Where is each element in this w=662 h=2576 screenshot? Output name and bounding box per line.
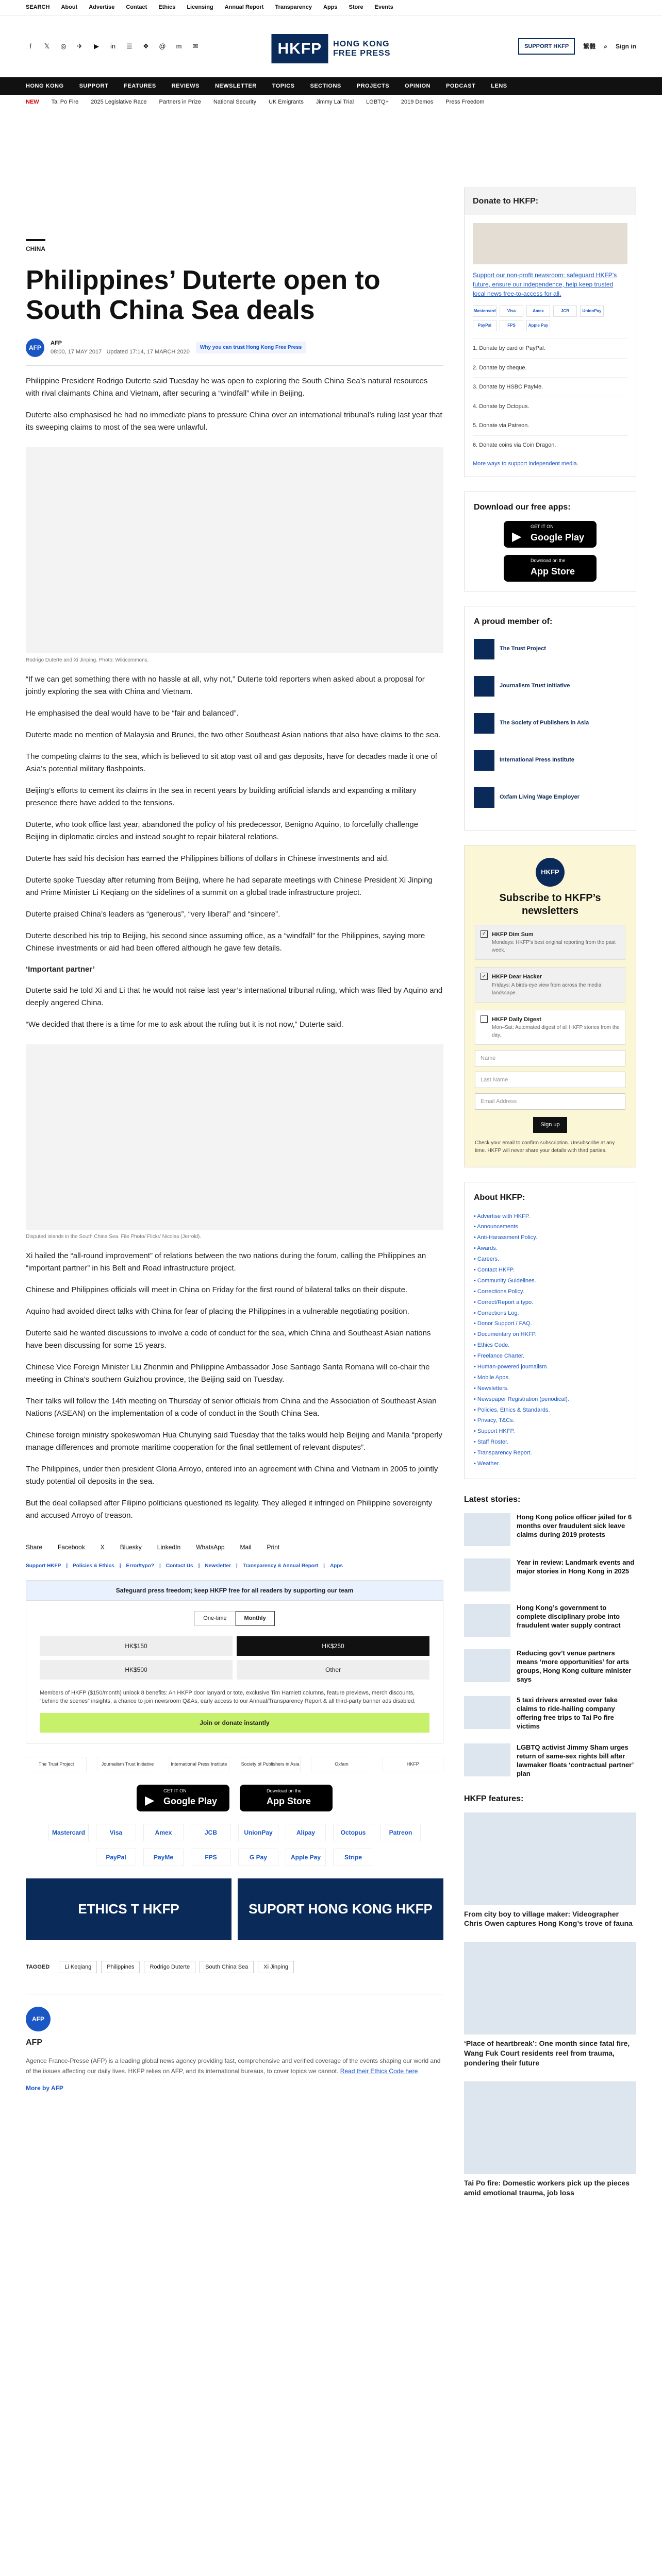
member-box xyxy=(464,606,636,831)
google-play-button[interactable]: ▶ GET IT ON Google Play xyxy=(504,521,597,548)
author-avatar[interactable]: AFP xyxy=(26,338,44,357)
tag[interactable]: Philippines xyxy=(101,1961,140,1974)
article xyxy=(26,110,443,2211)
latest-story[interactable] xyxy=(464,1649,636,1684)
nav-support[interactable]: SUPPORT xyxy=(79,82,109,89)
about-link[interactable]: • Careers. xyxy=(474,1256,500,1263)
newsletter-box xyxy=(464,845,636,1167)
author-name[interactable]: AFP xyxy=(51,340,62,347)
donate-image xyxy=(473,223,627,264)
sign-up-button[interactable]: Sign up xyxy=(533,1117,567,1133)
partner-logo[interactable]: International Press Institute xyxy=(169,1757,229,1772)
about-link[interactable]: • Documentary on HKFP. xyxy=(474,1331,537,1338)
support-link[interactable]: Apps xyxy=(329,1563,343,1569)
paragraph: The competing claims to the sea, which is believed to sit atop vast oil and gas deposits, have for decades made it one of Asia’s potential military flashpoints. xyxy=(26,752,437,773)
partner-logos xyxy=(26,1757,443,1772)
donate-text[interactable]: Support our non-profit newsroom: safeguard HKFP’s future, ensure our independence, help keep trusted local news free-to-access for all. xyxy=(473,272,617,297)
paragraph: Duterte described his trip to Beijing, his second since assuming office, as a “windfall” for the Philippines, saying more Chinese investments or aid had been offered although he gave few details. xyxy=(26,931,425,953)
nav-topics[interactable]: TOPICS xyxy=(272,82,295,89)
google-pay-icon[interactable]: G Pay xyxy=(238,1849,278,1866)
story-thumbnail[interactable] xyxy=(464,1649,510,1682)
tags-label: TAGGED xyxy=(26,1963,50,1970)
alipay-icon[interactable]: Alipay xyxy=(286,1824,326,1841)
social-links xyxy=(26,42,200,51)
about-link[interactable]: • Policies, Ethics & Standards. xyxy=(474,1406,550,1413)
about-link[interactable]: • Contact HKFP. xyxy=(474,1266,515,1273)
newsletter-note: Check your email to confirm subscription. Unsubscribe at any time. HKFP will never share your details with third parties. xyxy=(475,1140,615,1154)
section-label[interactable]: CHINA xyxy=(26,239,45,253)
about-link[interactable]: • Community Guidelines. xyxy=(474,1277,536,1284)
story-thumbnail[interactable] xyxy=(464,1604,510,1637)
nav-opinion[interactable]: OPINION xyxy=(405,82,431,89)
about-link[interactable]: • Awards. xyxy=(474,1245,498,1252)
donate-option[interactable]: 3. Donate by HSBC PayMe. xyxy=(473,377,627,397)
nav-hong-kong[interactable]: HONG KONG xyxy=(26,82,64,89)
sign-in-link[interactable]: Sign in xyxy=(616,43,636,50)
trust-badge[interactable]: Why you can trust Hong Kong Free Press xyxy=(196,342,306,353)
share-label: Share xyxy=(26,1544,43,1551)
app-store-button[interactable]: Download on the App Store xyxy=(504,555,597,582)
story-thumbnail[interactable] xyxy=(464,1558,510,1591)
rss-icon[interactable]: ☰ xyxy=(126,42,133,50)
trending-item[interactable]: 2025 Legislative Race xyxy=(91,99,147,106)
donate-option[interactable]: 5. Donate via Patreon. xyxy=(473,416,627,435)
paragraph: Duterte has said his decision has earned the Philippines billions of dollars in Chinese investments and aid. xyxy=(26,854,389,863)
site-header xyxy=(0,15,662,77)
story-headline[interactable]: LGBTQ activist Jimmy Sham urges return of same-sex rights bill after lawmaker floats ‘contractual partner’ plan xyxy=(517,1743,634,1777)
donate-option[interactable]: 6. Donate coins via Coin Dragon. xyxy=(473,435,627,455)
latest-story[interactable] xyxy=(464,1604,636,1637)
share-linkedin[interactable]: LinkedIn xyxy=(157,1544,181,1551)
about-title: About HKFP: xyxy=(474,1193,525,1202)
latest-story[interactable] xyxy=(464,1743,636,1778)
publish-date: 08:00, 17 MAY 2017 xyxy=(51,348,102,355)
about-link[interactable]: • Transparency Report. xyxy=(474,1450,532,1456)
latest-story[interactable] xyxy=(464,1696,636,1731)
donate-widget xyxy=(26,1601,443,1743)
about-link[interactable]: • Weather. xyxy=(474,1460,500,1467)
feature-headline[interactable]: ‘Place of heartbreak’: One month since fatal fire, Wang Fuk Court residents reel from trauma, pondering their future xyxy=(464,2039,630,2067)
share-whatsapp[interactable]: WhatsApp xyxy=(196,1544,225,1551)
byline xyxy=(26,338,443,366)
unionpay-icon: UnionPay xyxy=(580,306,604,317)
google-play-button[interactable]: ▶ GET IT ON Google Play xyxy=(137,1785,229,1811)
monthly-toggle[interactable]: Monthly xyxy=(236,1611,275,1626)
donate-option[interactable]: 1. Donate by card or PayPal. xyxy=(473,338,627,358)
about-link[interactable]: • Freelance Charter. xyxy=(474,1353,525,1360)
image-caption: Rodrigo Duterte and Xi Jinping. Photo: Wikicommons. xyxy=(26,657,149,663)
newsletter-option-dim-sum[interactable]: ✓ HKFP Dim Sum Mondays: HKFP’s best original reporting from the past week. xyxy=(475,925,625,960)
feature-headline[interactable]: From city boy to village maker: Videographer Chris Owen captures Hong Kong’s trove of fauna xyxy=(464,1909,633,1928)
story-thumbnail[interactable] xyxy=(464,1696,510,1729)
share-bar xyxy=(26,1543,443,1552)
story-headline[interactable]: 5 taxi drivers arrested over fake claims to ride-hailing company offering free trips to Tai Po fire victims xyxy=(517,1696,618,1731)
last-name-field[interactable]: Last Name xyxy=(475,1072,625,1088)
visa-icon[interactable]: Visa xyxy=(96,1824,136,1841)
about-link[interactable]: • Privacy, T&Cs. xyxy=(474,1417,515,1424)
paragraph: “If we can get something there with no hassle at all, why not,” Duterte told reporters when asked about a proposal for jointly exploring the sea with China and Vietnam. xyxy=(26,674,425,696)
support-link[interactable]: Transparency & Annual Report xyxy=(242,1563,319,1569)
safeguard-banner[interactable]: Safeguard press freedom; keep HKFP free for all readers by supporting our team xyxy=(26,1580,443,1601)
article-image xyxy=(26,447,443,653)
amount-option[interactable]: HK$150 xyxy=(40,1636,233,1656)
logo-line-1: HONG KONG xyxy=(333,39,390,48)
story-headline[interactable]: Year in review: Landmark events and major stories in Hong Kong in 2025 xyxy=(517,1558,635,1575)
new-badge: NEW xyxy=(26,99,39,106)
feature-story[interactable] xyxy=(464,1812,636,1929)
logo-mark: HKFP xyxy=(271,34,328,63)
partner-logo[interactable]: The Trust Project xyxy=(26,1757,87,1772)
app-store-button[interactable]: Download on the App Store xyxy=(240,1785,333,1811)
article-title: Philippines’ Duterte open to South China Sea deals xyxy=(26,265,380,325)
author-box-name[interactable]: AFP xyxy=(26,2038,42,2047)
newsletter-option-dear-hacker[interactable]: ✓ HKFP Dear Hacker Fridays: A birds-eye view from across the media landscape. xyxy=(475,967,625,1003)
utility-ethics[interactable]: Ethics xyxy=(158,4,176,11)
visa-icon: Visa xyxy=(500,306,523,317)
feature-image[interactable] xyxy=(464,1942,636,2035)
member-title: A proud member of: xyxy=(474,617,553,626)
search-icon[interactable]: ⌕ xyxy=(604,43,607,50)
tags xyxy=(26,1961,443,1974)
trending-item[interactable]: LGBTQ+ xyxy=(366,99,389,106)
amex-icon[interactable]: Amex xyxy=(143,1824,184,1841)
linkedin-icon[interactable]: in xyxy=(110,42,116,50)
jcb-icon[interactable]: JCB xyxy=(191,1824,231,1841)
donate-option[interactable]: 4. Donate by Octopus. xyxy=(473,397,627,416)
apps-title: Download our free apps: xyxy=(474,502,571,512)
paragraph: Aquino had avoided direct talks with China for fear of placing the Philippines in a vulnerable negotiating position. xyxy=(26,1307,409,1316)
about-box xyxy=(464,1182,636,1479)
latest-title: Latest stories: xyxy=(464,1495,521,1504)
facebook-icon[interactable]: f xyxy=(29,42,31,50)
latest-story[interactable] xyxy=(464,1558,636,1591)
trending-item[interactable]: 2019 Demos xyxy=(401,99,434,106)
paragraph: Duterte said he wanted discussions to involve a code of conduct for the sea, which China and Southeast Asian nations have been discussing for some 15 years. xyxy=(26,1329,431,1350)
amex-icon: Amex xyxy=(526,306,550,317)
unionpay-icon[interactable]: UnionPay xyxy=(238,1824,278,1841)
author-bio: Agence France-Presse (AFP) is a leading global news agency providing fast, comprehensive and verified coverage of the events shaping our world and of the issues affecting our daily lives. HKFP relies on AFP, and its international bureaus, to cover topics we cannot. Read their Ethics Code here xyxy=(26,2057,441,2075)
trending-item[interactable]: Tai Po Fire xyxy=(51,99,79,106)
about-link[interactable]: • Correct/Report a typo. xyxy=(474,1299,534,1306)
apps-box xyxy=(464,492,636,591)
paragraph: Xi hailed the “all-round improvement” of relations between the two nations during the forum, calling the Philippines an “important partner” in his Belt and Road infrastructure project. xyxy=(26,1251,426,1273)
share-bluesky[interactable]: Bluesky xyxy=(120,1544,142,1551)
utility-events[interactable]: Events xyxy=(374,4,393,11)
paragraph: Duterte made no mention of Malaysia and Brunei, the two other Southeast Asian nations that also have claims to the sea. xyxy=(26,730,441,739)
utility-store[interactable]: Store xyxy=(349,4,363,11)
support-link[interactable]: Policies & Ethics xyxy=(73,1563,114,1569)
feature-image[interactable] xyxy=(464,1812,636,1905)
member-logo[interactable]: Oxfam Living Wage Employer xyxy=(474,784,626,811)
member-logo[interactable]: International Press Institute xyxy=(474,747,626,774)
paragraph: Beijing’s efforts to cement its claims in the sea in recent years by building artificial islands and expanding a military presence there have added to the tensions. xyxy=(26,786,417,807)
name-field[interactable]: Name xyxy=(475,1050,625,1066)
telegram-icon[interactable]: ✈ xyxy=(77,42,83,50)
about-link[interactable]: • Human-powered journalism. xyxy=(474,1363,549,1370)
payme-icon[interactable]: PayMe xyxy=(143,1849,184,1866)
latest-story[interactable] xyxy=(464,1513,636,1546)
about-link[interactable]: • Announcements. xyxy=(474,1224,520,1230)
story-headline[interactable]: Hong Kong police officer jailed for 6 months over fraudulent sick leave claims during 2019 protests xyxy=(517,1513,632,1538)
patreon-icon[interactable]: Patreon xyxy=(380,1824,421,1841)
trending-item[interactable]: Press Freedom xyxy=(445,99,485,106)
tag[interactable]: Xi Jinping xyxy=(258,1961,294,1974)
utility-about[interactable]: About xyxy=(61,4,78,11)
share-facebook[interactable]: Facebook xyxy=(58,1544,85,1551)
amount-option[interactable]: HK$500 xyxy=(40,1660,233,1680)
support-link[interactable]: Contact Us xyxy=(166,1563,193,1569)
utility-apps[interactable]: Apps xyxy=(323,4,338,11)
more-ways-link[interactable]: More ways to support independent media. xyxy=(473,461,578,467)
story-headline[interactable]: Hong Kong’s government to complete disciplinary probe into fraudulent water supply contract xyxy=(517,1603,621,1629)
support-link[interactable]: Newsletter xyxy=(205,1563,231,1569)
youtube-icon[interactable]: ▶ xyxy=(94,42,99,50)
about-link[interactable]: • Staff Roster. xyxy=(474,1439,509,1446)
apple-pay-icon: Apple Pay xyxy=(526,320,550,331)
threads-icon[interactable]: @ xyxy=(159,42,166,50)
paragraph: But the deal collapsed after Filipino politicians questioned its legality. They alleged it infringed on Philippine sovereignty and accused Arroyo of treason. xyxy=(26,1499,433,1520)
features-box xyxy=(464,1793,636,2198)
support-banner[interactable]: SUPORT HONG KONG HKFP xyxy=(238,1878,443,1940)
search-link[interactable]: SEARCH xyxy=(26,4,50,11)
latest-box xyxy=(464,1494,636,1778)
nav-reviews[interactable]: REVIEWS xyxy=(171,82,200,89)
tag[interactable]: South China Sea xyxy=(200,1961,254,1974)
utility-advertise[interactable]: Advertise xyxy=(89,4,115,11)
join-button[interactable]: Join or donate instantly xyxy=(40,1713,429,1733)
utility-contact[interactable]: Contact xyxy=(126,4,147,11)
paypal-icon[interactable]: PayPal xyxy=(96,1849,136,1866)
member-logo[interactable]: Journalism Trust Initiative xyxy=(474,672,626,700)
more-by-author-link[interactable]: More by AFP xyxy=(26,2084,63,2092)
utility-annual-report[interactable]: Annual Report xyxy=(224,4,264,11)
amount-option[interactable]: Other xyxy=(237,1660,429,1680)
nav-sections[interactable]: SECTIONS xyxy=(310,82,341,89)
member-logo[interactable]: The Trust Project xyxy=(474,635,626,663)
donate-box xyxy=(464,188,636,477)
paragraph: The Philippines, under then president Gloria Arroyo, entered into an agreement with China and Vietnam in 2005 to jointly study potential oil deposits in the sea. xyxy=(26,1465,438,1486)
partner-logo[interactable]: HKFP xyxy=(383,1757,443,1772)
members-benefits: Members of HKFP ($150/month) unlock 8 benefits: An HKFP door lanyard or tote, exclusive Tim Hamlett columns, feature previews, merch discounts, “behind the scenes” insights, a chance to join newsroom Q&As, early access to our Annual/Transparency Report & all third-party banner ads disabled. xyxy=(40,1689,416,1705)
author-box xyxy=(26,1994,443,2093)
paragraph: Duterte spoke Tuesday after returning from Beijing, where he had separate meetings with Chinese President Xi Jinping and Prime Minister Li Keqiang on the sidelines of a summit on a global trade infrastructure project. xyxy=(26,875,433,897)
trending-item[interactable]: National Security xyxy=(213,99,256,106)
tag[interactable]: Li Keqiang xyxy=(59,1961,97,1974)
checkbox-checked-icon[interactable]: ✓ xyxy=(481,930,488,938)
about-link[interactable]: • Support HKFP. xyxy=(474,1428,515,1435)
about-link[interactable]: • Ethics Code. xyxy=(474,1342,510,1349)
nav-podcast[interactable]: PODCAST xyxy=(445,82,476,89)
about-link[interactable]: • Newspaper Registration (periodical). xyxy=(474,1396,569,1402)
subheading: ‘Important partner’ xyxy=(26,964,95,974)
checkbox-icon[interactable] xyxy=(481,1015,488,1023)
tag[interactable]: Rodrigo Duterte xyxy=(144,1961,195,1974)
fps-icon[interactable]: FPS xyxy=(191,1849,231,1866)
feature-story[interactable] xyxy=(464,1942,636,2068)
support-link[interactable]: Error/typo? xyxy=(126,1563,154,1569)
partner-logo[interactable]: Oxfam xyxy=(311,1757,372,1772)
payment-methods xyxy=(26,1824,443,1866)
about-link[interactable]: • Corrections Policy. xyxy=(474,1288,524,1295)
image-caption: Disputed islands in the South China Sea. File Photo/ Flickr/ Nicolas (Jerrold). xyxy=(26,1234,202,1240)
paragraph: Chinese Vice Foreign Minister Liu Zhenmin and Philippine Ambassador Jose Santiago Santa Romana will co-chair the meeting in China’s southern Guizhou province, the Beijing said on Tuesday. xyxy=(26,1363,430,1384)
main-nav xyxy=(0,77,662,95)
mastercard-icon[interactable]: Mastercard xyxy=(48,1824,89,1841)
trending-item[interactable]: UK Emigrants xyxy=(268,99,304,106)
paragraph: Duterte praised China’s leaders as “generous”, “very liberal” and “sincere”. xyxy=(26,909,280,919)
support-link[interactable]: Support HKFP xyxy=(26,1563,61,1569)
story-headline[interactable]: Reducing gov’t venue partners means ‘more opportunities’ for arts groups, Hong Kong culture minister says xyxy=(517,1649,632,1683)
utility-transparency[interactable]: Transparency xyxy=(275,4,312,11)
nav-lens[interactable]: LENS xyxy=(491,82,507,89)
paragraph: “We decided that there is a time for me to ask about the ruling but it is not now,” Duterte said. xyxy=(26,1020,343,1029)
feature-headline[interactable]: Tai Po fire: Domestic workers pick up the pieces amid emotional trauma, job loss xyxy=(464,2179,630,2197)
paragraph: Duterte, who took office last year, abandoned the policy of his predecessor, Benigno Aquino, to forcefully challenge Beijing in diplomatic circles and instead sought to repair bilateral relations. xyxy=(26,820,419,841)
support-hkfp-button[interactable]: SUPPORT HKFP xyxy=(518,38,575,55)
about-link[interactable]: • Donor Support / FAQ. xyxy=(474,1320,532,1327)
support-links: Support HKFP | Policies & Ethics | Error/typo? | Contact Us | Newsletter | Transparency & Annual Report | Apps xyxy=(26,1563,343,1569)
nav-projects[interactable]: PROJECTS xyxy=(356,82,390,89)
share-mail[interactable]: Mail xyxy=(240,1544,252,1551)
paragraph: Duterte said he told Xi and Li that he would not raise last year’s international tribunal ruling, which was filed by Aquino and deeply angered China. xyxy=(26,986,443,1008)
one-time-toggle[interactable]: One-time xyxy=(194,1611,235,1626)
google-play-icon: ▶ xyxy=(512,529,522,544)
site-logo[interactable] xyxy=(271,34,390,63)
about-link[interactable]: • Newsletters. xyxy=(474,1385,509,1392)
author-box-avatar[interactable]: AFP xyxy=(26,2007,51,2031)
fps-icon: FPS xyxy=(500,320,523,331)
member-logo[interactable]: The Society of Publishers in Asia xyxy=(474,709,626,737)
about-link[interactable]: • Mobile Apps. xyxy=(474,1374,510,1381)
paypal-icon: PayPal xyxy=(473,320,496,331)
apple-pay-icon[interactable]: Apple Pay xyxy=(286,1849,326,1866)
octopus-icon[interactable]: Octopus xyxy=(333,1824,373,1841)
story-thumbnail[interactable] xyxy=(464,1743,510,1776)
jcb-icon: JCB xyxy=(553,306,577,317)
paragraph: Chinese and Philippines officials will meet in China on Friday for the first round of bilateral talks on their dispute. xyxy=(26,1285,408,1295)
hkfp-logo: HKFP xyxy=(536,858,565,887)
about-link[interactable]: • Advertise with HKFP. xyxy=(474,1213,530,1219)
promo-banners xyxy=(26,1878,443,1940)
mastercard-icon: Mastercard xyxy=(473,306,496,317)
share-print[interactable]: Print xyxy=(267,1544,280,1551)
amount-option-selected[interactable]: HK$250 xyxy=(237,1636,429,1656)
language-switch[interactable]: 繁體 xyxy=(583,43,596,50)
paragraph: Their talks will follow the 14th meeting on Thursday of senior officials from China and the Association of Southeast Asian Nations (ASEAN) on the implementation of a code of conduct in the South China Sea. xyxy=(26,1397,437,1418)
newsletter-title: Subscribe to HKFP’s newsletters xyxy=(499,892,601,917)
paragraph: Philippine President Rodrigo Duterte said Tuesday he was open to exploring the South China Sea’s natural resources with rival claimants China and Vietnam, after securing a “windfall” while in Beijing. xyxy=(26,376,428,398)
ethics-banner[interactable]: ETHICS T HKFP xyxy=(26,1878,231,1940)
feature-image[interactable] xyxy=(464,2081,636,2174)
updated-date: Updated 17:14, 17 MARCH 2020 xyxy=(106,348,190,355)
paragraph: He emphasised the deal would have to be “fair and balanced”. xyxy=(26,708,239,718)
newsletter-option-daily-digest[interactable]: HKFP Daily Digest Mon–Sat: Automated digest of all HKFP stories from the day. xyxy=(475,1010,625,1045)
about-link[interactable]: • Anti-Harassment Policy. xyxy=(474,1234,537,1241)
donate-option[interactable]: 2. Donate by cheque. xyxy=(473,358,627,378)
email-field[interactable]: Email Address xyxy=(475,1093,625,1110)
instagram-icon[interactable]: ◎ xyxy=(60,42,67,50)
google-play-icon: ▶ xyxy=(145,1793,155,1807)
email-icon[interactable]: ✉ xyxy=(192,42,198,50)
utility-bar xyxy=(0,0,662,15)
partner-logo[interactable]: Society of Publishers in Asia xyxy=(240,1757,301,1772)
trending-item[interactable]: Partners in Prize xyxy=(159,99,201,106)
nav-features[interactable]: FEATURES xyxy=(124,82,156,89)
nav-newsletter[interactable]: NEWSLETTER xyxy=(214,82,257,89)
checkbox-checked-icon[interactable]: ✓ xyxy=(481,973,488,980)
paragraph: Duterte also emphasised he had no immediate plans to pressure China over an international tribunal’s ruling last year that its sweeping claims to most of the sea were unlawful. xyxy=(26,410,442,432)
paragraph: Chinese foreign ministry spokeswoman Hua Chunying said Tuesday that the talks would help Beijing and Manila “properly manage differences and promote maritime cooperation for the final settlement of relevant disputes”. xyxy=(26,1431,442,1452)
share-x[interactable]: X xyxy=(100,1544,105,1551)
sidebar xyxy=(464,110,636,2211)
trending-item[interactable]: Jimmy Lai Trial xyxy=(316,99,354,106)
article-image xyxy=(26,1044,443,1230)
article-body xyxy=(26,375,443,1522)
app-buttons xyxy=(26,1785,443,1811)
trending-bar xyxy=(0,95,662,110)
ethics-code-link[interactable]: Read their Ethics Code here xyxy=(340,2067,418,2075)
bluesky-icon[interactable]: ❖ xyxy=(143,42,149,50)
logo-line-2: FREE PRESS xyxy=(333,48,391,58)
about-link[interactable]: • Corrections Log. xyxy=(474,1310,519,1316)
donate-title: Donate to HKFP: xyxy=(465,188,636,215)
utility-licensing[interactable]: Licensing xyxy=(187,4,213,11)
stripe-icon[interactable]: Stripe xyxy=(333,1849,373,1866)
mastodon-icon[interactable]: m xyxy=(176,42,182,50)
feature-story[interactable] xyxy=(464,2081,636,2198)
partner-logo[interactable]: Journalism Trust Initiative xyxy=(97,1757,158,1772)
features-title: HKFP features: xyxy=(464,1794,524,1803)
x-icon[interactable]: 𝕏 xyxy=(44,42,50,50)
story-thumbnail[interactable] xyxy=(464,1513,510,1546)
